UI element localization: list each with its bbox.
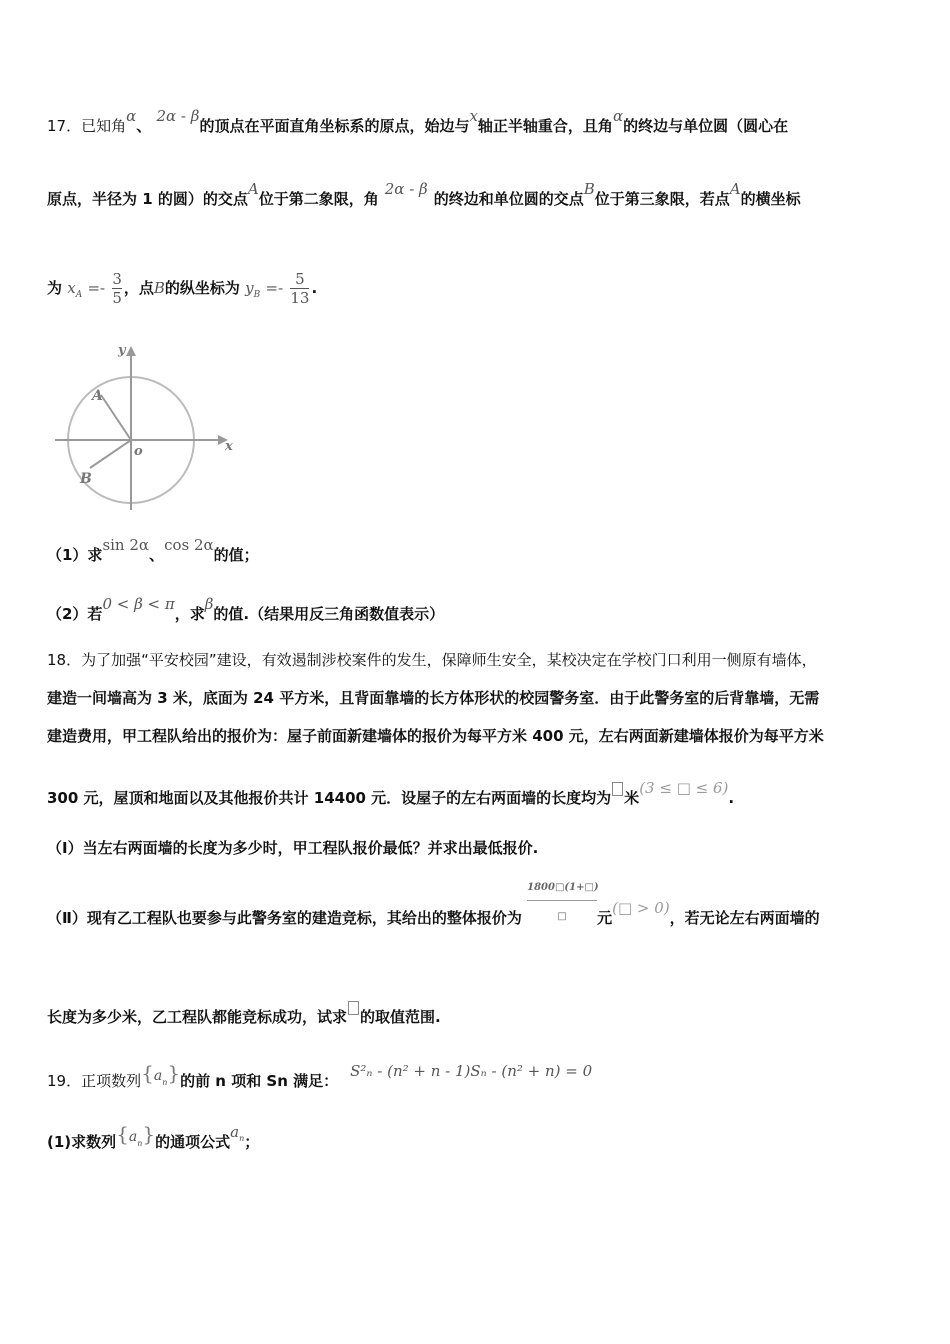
q17-text: 轴正半轴重合，且角 <box>477 117 613 135</box>
x-range-condition: (3 ≤ □ ≤ 6) <box>639 779 729 797</box>
q18-text: 300 元，屋顶和地面以及其他报价共计 14400 元．设屋子的左右两面墙的长度均为 <box>47 789 612 807</box>
q17-text: 的横坐标 <box>740 190 801 208</box>
q18-part1 <box>47 838 538 858</box>
point-a-symbol: A <box>247 180 259 198</box>
q18-line3 <box>47 726 824 746</box>
bid-fraction: 1800□(1+□) □ <box>527 878 597 927</box>
point-b-symbol: B <box>153 279 165 297</box>
point-b-label: B <box>80 471 92 487</box>
q17-text: 为 <box>47 279 63 297</box>
yb-symbol: $y_B$ <box>245 279 261 300</box>
q17-line3 <box>47 270 317 313</box>
sin-2alpha: sin 2α <box>102 536 150 554</box>
point-a-symbol: A <box>729 180 741 198</box>
q18-line4 <box>47 779 735 808</box>
q17-line2 <box>47 180 801 209</box>
x-axis-label: x <box>225 439 233 454</box>
alpha-symbol: α <box>126 107 137 125</box>
beta-range: 0 < β < π <box>102 595 175 613</box>
fraction-five-thirteenths: $\frac{5}{13}$ <box>290 270 310 307</box>
q17-text: 的终边和单位圆的交点 <box>433 190 584 208</box>
q17-text: 的值； <box>213 546 259 564</box>
q18-part2 <box>47 882 820 957</box>
q19-text: 的通项公式 <box>155 1133 231 1151</box>
q18-text: 米 <box>624 789 640 807</box>
point-b-symbol: B <box>583 180 595 198</box>
q18-text: 建造一间墙高为 3 米，底面为 24 平方米，且背面靠墙的长方体形状的校园警务室．由于此警务室的后背靠墙，无需 <box>47 689 820 707</box>
q18-part2-line2 <box>47 1007 441 1027</box>
q19-text: ； <box>244 1133 260 1151</box>
part-label: （2）若 <box>47 605 103 623</box>
x-symbol: x <box>469 107 478 125</box>
q18-text: 元 <box>597 909 613 927</box>
fraction-three-fifths: $\frac{3}{5}$ <box>112 270 122 307</box>
a-positive-condition: (□ > 0) <box>612 899 670 917</box>
period: . <box>311 279 318 297</box>
part-label: （1）求 <box>47 546 103 564</box>
q18-text: 长度为多少米，乙工程队都能竞标成功，试求 <box>47 1008 348 1026</box>
y-axis-arrow-icon <box>126 346 136 356</box>
q17-text: ，求 <box>174 605 205 623</box>
cos-2alpha: cos 2α <box>164 536 214 554</box>
sequence-braces: $\{a_n\}$ <box>141 1061 181 1087</box>
origin-label: o <box>134 444 143 459</box>
q17-text: 的值.（结果用反三角函数值表示） <box>213 605 445 623</box>
equals-minus: =- <box>265 279 284 297</box>
ray-oa <box>101 395 131 440</box>
q19-text: 的前 n 项和 Sn 满足： <box>180 1072 339 1090</box>
q17-text: 的纵坐标为 <box>164 279 240 297</box>
q17-text: 的顶点在平面直角坐标系的原点，始边与 <box>199 117 470 135</box>
q17-text: 的终边与单位圆（圆心在 <box>623 117 789 135</box>
y-axis-label: y <box>118 343 126 358</box>
ray-ob <box>90 440 131 468</box>
q19-part1 <box>47 1122 260 1160</box>
q17-text: 位于第二象限，角 <box>258 190 379 208</box>
q19-text: 19．正项数列 <box>47 1072 142 1090</box>
q17-text: 原点，半径为 1 的圆）的交点 <box>47 190 248 208</box>
unit-circle-figure <box>50 340 250 515</box>
q17-text: ，点 <box>123 279 154 297</box>
part-label: （Ⅱ）现有乙工程队也要参与此警务室的建造竞标，其给出的整体报价为 <box>47 909 522 927</box>
q17-part2 <box>47 595 445 624</box>
variable-placeholder-box <box>348 1001 359 1015</box>
equals-minus: =- <box>87 279 106 297</box>
q18-text: 18．为了加强“平安校园”建设，有效遏制涉校案件的发生，保障师生安全，某校决定在学校门口利用一侧原有墙体， <box>47 651 817 669</box>
sequence-braces: $\{a_n\}$ <box>116 1122 156 1148</box>
part-label: (1)求数列 <box>47 1133 117 1151</box>
q19-line1 <box>47 1061 593 1099</box>
q18-text: ，若无论左右两面墙的 <box>669 909 820 927</box>
q18-line2 <box>47 688 819 708</box>
sn-equation: S²ₙ - (n² + n - 1)Sₙ - (n² + n) = 0 <box>350 1062 593 1080</box>
two-alpha-minus-beta: 2α - β <box>384 180 428 198</box>
q17-text: 位于第三象限，若点 <box>594 190 730 208</box>
alpha-symbol: α <box>612 107 624 125</box>
two-alpha-minus-beta: 2α - β <box>156 107 200 125</box>
beta-symbol: β <box>204 595 214 613</box>
q17-line1 <box>47 107 789 136</box>
xa-symbol: $x_A$ <box>67 279 83 300</box>
q18-text: 的取值范围. <box>360 1008 441 1026</box>
q17-text: 17．已知角 <box>47 117 127 135</box>
an-symbol: $a_n$ <box>230 1123 245 1143</box>
q17-part1 <box>47 536 259 565</box>
part-label: （Ⅰ）当左右两面墙的长度为多少时，甲工程队报价最低？并求出最低报价. <box>47 839 539 857</box>
separator: 、 <box>149 546 165 564</box>
separator: 、 <box>136 117 152 135</box>
q18-text: 建造费用，甲工程队给出的报价为：屋子前面新建墙体的报价为每平方米 400 元，左右两面新建墙体报价为每平方米 <box>47 727 824 745</box>
point-a-label: A <box>92 388 103 404</box>
variable-placeholder-box <box>612 782 623 796</box>
q18-line1 <box>47 650 817 670</box>
period: . <box>728 789 735 807</box>
